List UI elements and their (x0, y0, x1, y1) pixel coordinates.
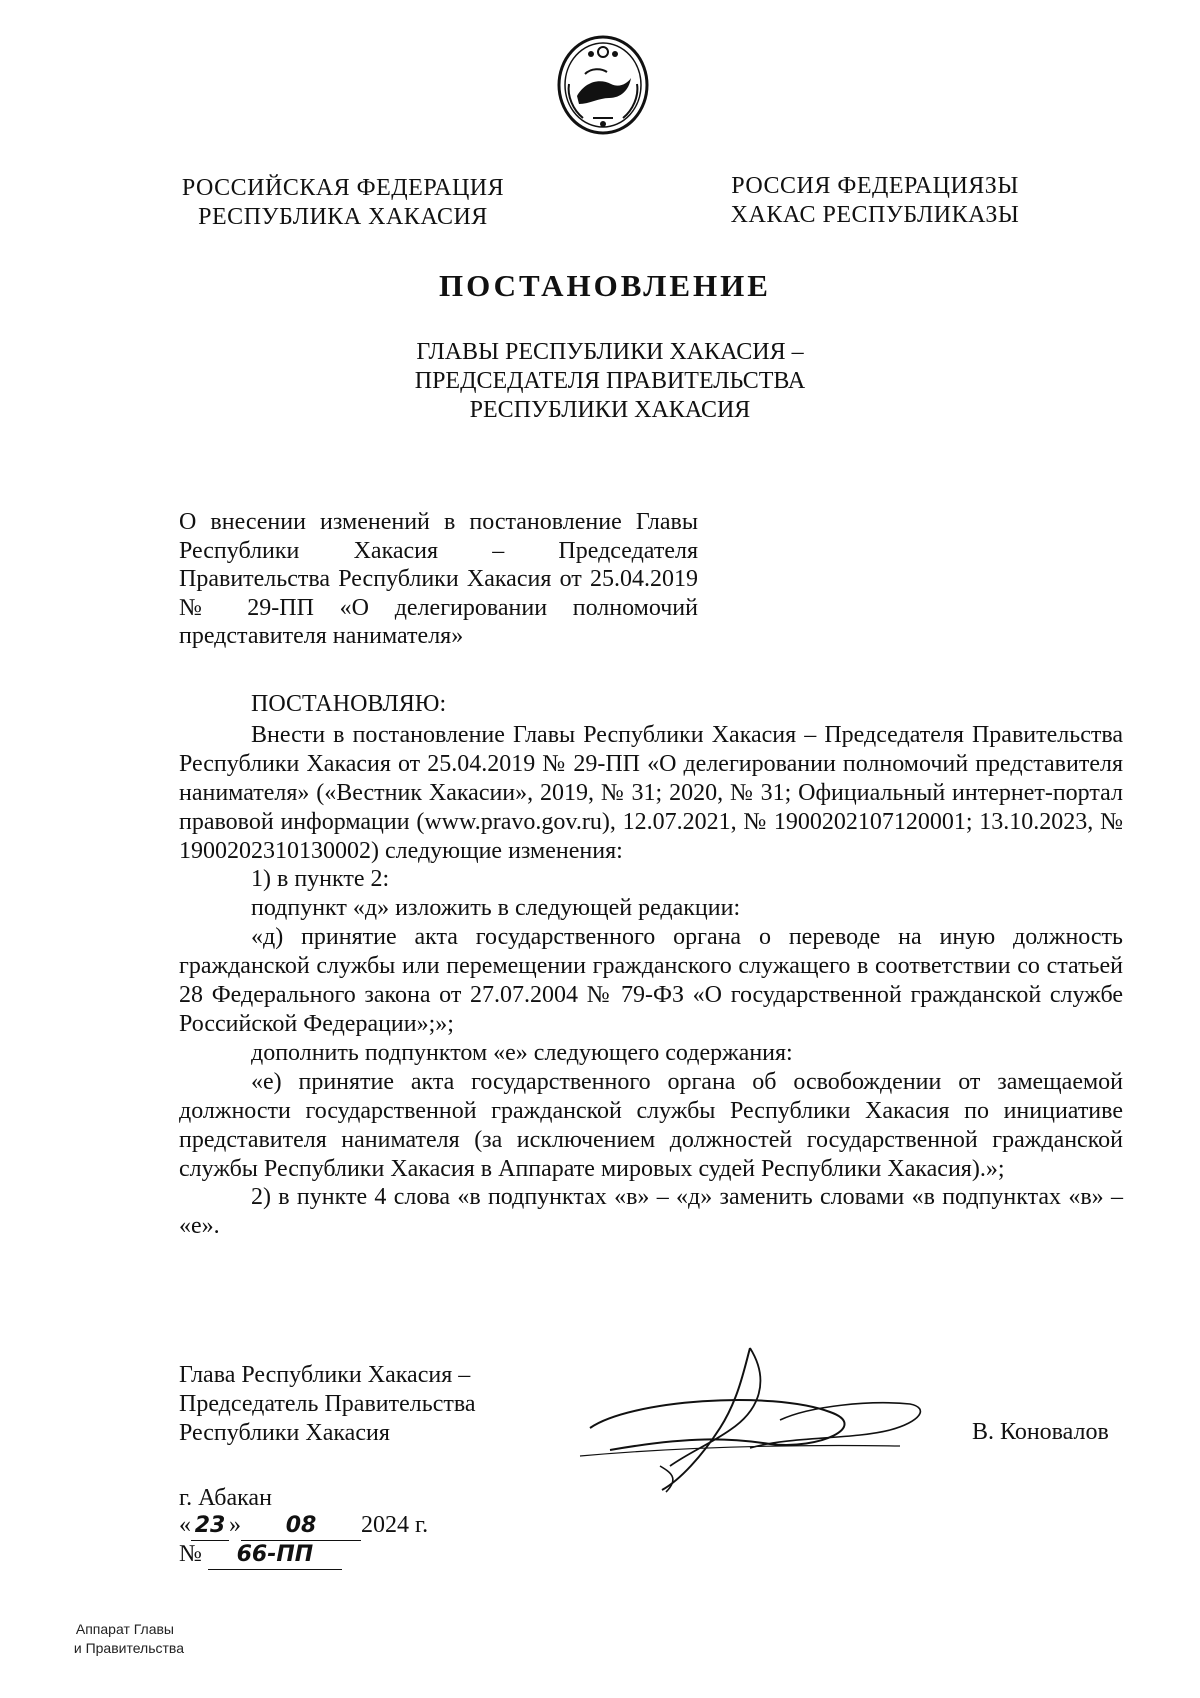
number-line (179, 1540, 342, 1570)
header-right-line: ХАКАС РЕСПУБЛИКАЗЫ (730, 202, 1020, 228)
signer-name: В. Коновалов (972, 1419, 1109, 1445)
body-paragraph: 2) в пункте 4 слова «в подпунктах «в» – «д» заменить словами «в подпунктах «в» – «е». (179, 1184, 1123, 1240)
document-number-field (208, 1540, 342, 1570)
body-paragraph: «д) принятие акта государственного органа о переводе на иную должность гражданской службы или перемещении гражданского служащего в соответствии со статьей 28 Федерального закона от 27.07.2004 № 79-ФЗ «О государственной гражданской службе Российской Федерации»;»; (179, 924, 1123, 1037)
signer-title-line: Глава Республики Хакасия – (179, 1362, 471, 1388)
document-number: 66-ПП (236, 1542, 314, 1567)
document-body (179, 690, 1123, 1241)
body-paragraph: «е) принятие акта государственного органа об освобождении от замещаемой должности государственной гражданской службы Республики Хакасия по инициативе представителя нанимателя (за исключением должностей государственной гражданской службы Республики Хакасия в Аппарате мировых судей Республики Хакасия).»; (179, 1068, 1123, 1182)
issuer-line: ПРЕДСЕДАТЕЛЯ ПРАВИТЕЛЬСТВА (414, 368, 806, 394)
number-prefix: № (179, 1541, 202, 1567)
date-month-field (241, 1511, 361, 1541)
coat-of-arms-emblem (555, 34, 651, 136)
date-month: 08 (285, 1513, 317, 1538)
header-left (178, 174, 508, 232)
document-type-title: ПОСТАНОВЛЕНИЕ (439, 268, 771, 303)
body-paragraph: подпункт «д» изложить в следующей редакции: (251, 895, 741, 922)
signer-title (179, 1361, 519, 1448)
handwritten-signature (570, 1340, 950, 1500)
header-left-line: РОССИЙСКАЯ ФЕДЕРАЦИЯ (181, 175, 505, 201)
body-paragraph: Внести в постановление Главы Республики Хакасия – Председателя Правительства Республики Хакасия от 25.04.2019 № 29-ПП «О делегировании полномочий представителя нанимателя» («Вестник Хакасии», 2019, № 31; 2020, № 31; Официальный интернет-портал правовой информации (www.pravo.gov.ru), 12.07.2021, № 1900202107120001; 13.10.2023, № 1900202310130002) следующие изменения: (179, 721, 1123, 864)
issuer-line: ГЛАВЫ РЕСПУБЛИКИ ХАКАСИЯ – (416, 339, 804, 365)
decree-word: ПОСТАНОВЛЯЮ: (251, 691, 447, 717)
stamp-line: и Правительства (73, 1640, 184, 1656)
header-left-line: РЕСПУБЛИКА ХАКАСИЯ (198, 204, 488, 230)
issuer-block (0, 338, 1200, 425)
office-stamp (36, 1620, 184, 1658)
body-paragraph: 1) в пункте 2: (251, 866, 390, 893)
place-of-signing: г. Абакан (179, 1485, 272, 1511)
date-line (179, 1511, 428, 1541)
date-day: 23 (194, 1513, 226, 1538)
body-paragraph: дополнить подпунктом «е» следующего содержания: (251, 1039, 793, 1066)
date-day-field (191, 1511, 229, 1541)
stamp-line: Аппарат Главы (75, 1621, 174, 1637)
date-close-quote: » (229, 1512, 241, 1538)
issuer-line: РЕСПУБЛИКИ ХАКАСИЯ (469, 397, 751, 423)
signer-title-line: Председатель Правительства (179, 1391, 476, 1417)
signer-title-line: Республики Хакасия (179, 1420, 390, 1446)
document-subject: О внесении изменений в постановление Главы Республики Хакасия – Председателя Правительства Республики Хакасия от 25.04.2019 № 29-ПП «О делегировании полномочий представителя нанимателя» (179, 509, 698, 650)
header-right-line: РОССИЯ ФЕДЕРАЦИЯЗЫ (731, 173, 1019, 199)
header-right (720, 172, 1030, 230)
date-year: 2024 г. (361, 1512, 429, 1538)
date-open-quote: « (179, 1512, 191, 1538)
